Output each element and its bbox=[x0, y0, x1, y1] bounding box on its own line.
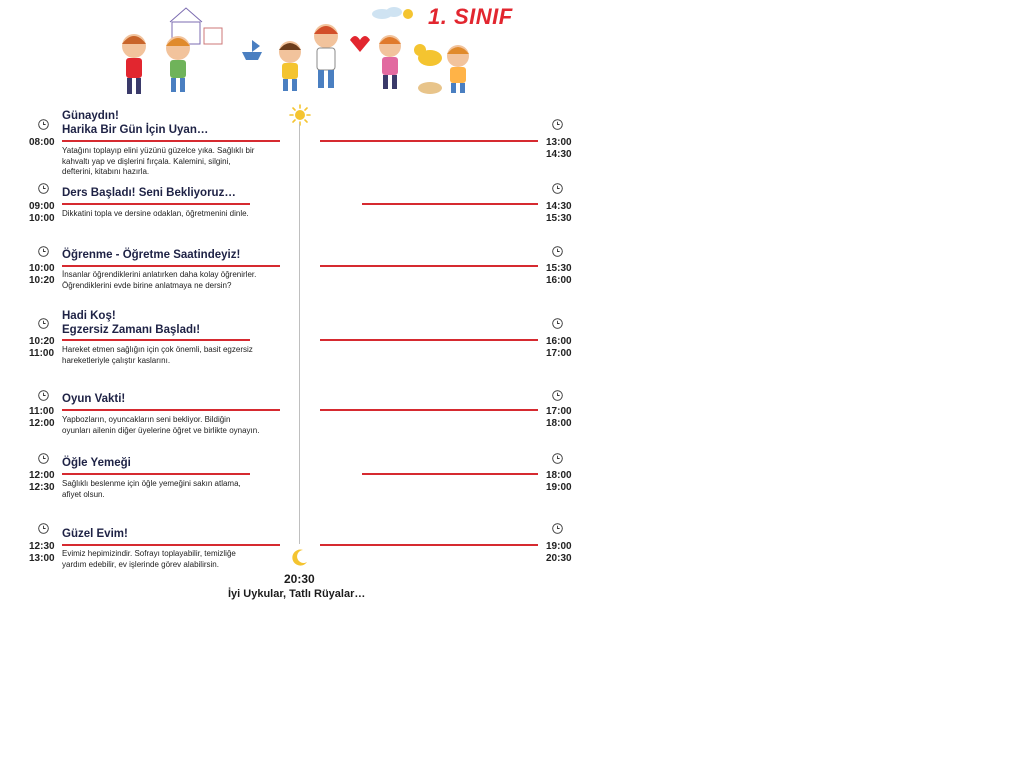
kid-figure bbox=[279, 41, 301, 91]
start-time: 10:00 bbox=[29, 263, 55, 274]
start-time: 19:00 bbox=[546, 541, 572, 552]
red-divider bbox=[62, 409, 280, 411]
start-time: 16:00 bbox=[546, 336, 572, 347]
red-divider bbox=[62, 339, 250, 341]
clock-icon bbox=[38, 246, 49, 257]
clock-icon bbox=[38, 318, 49, 329]
end-time: 20:30 bbox=[546, 553, 572, 564]
doodle-cloud bbox=[372, 7, 402, 19]
clock-icon bbox=[552, 318, 563, 329]
red-divider bbox=[62, 265, 280, 267]
moon-icon bbox=[291, 548, 309, 566]
entry-description: Evimiz hepimizindir. Sofrayı toplayabilir, temizliğe yardım edebilir, ev işlerinde görev alabilirsin. bbox=[62, 549, 236, 569]
red-divider bbox=[62, 544, 280, 546]
end-time: 19:00 bbox=[546, 482, 572, 493]
end-time: 12:30 bbox=[29, 482, 55, 493]
clock-icon bbox=[38, 119, 49, 130]
red-divider bbox=[320, 140, 538, 142]
end-time: 12:00 bbox=[29, 418, 55, 429]
entry-title: Ders Başladı! Seni Bekliyoruz… bbox=[62, 187, 236, 199]
start-time: 09:00 bbox=[29, 201, 55, 212]
entry-title: Öğrenme - Öğretme Saatindeyiz! bbox=[62, 249, 241, 261]
doodle-sun bbox=[403, 9, 413, 19]
red-divider bbox=[62, 203, 250, 205]
entry-title: Güzel Evim! bbox=[62, 528, 128, 540]
kid-figure bbox=[447, 45, 469, 93]
entry-description: Yatağını toplayıp elini yüzünü güzelce yıka. Sağlıklı bir kahvaltı yap ve dişlerini fırçala. Kalemini, silgini, defterini, kitabını hazırla. bbox=[62, 146, 255, 176]
start-time: 10:20 bbox=[29, 336, 55, 347]
red-divider bbox=[320, 265, 538, 267]
red-divider bbox=[320, 339, 538, 341]
grade-title: 1. SINIF bbox=[428, 4, 513, 29]
start-time: 17:00 bbox=[546, 406, 572, 417]
kid-figure bbox=[379, 35, 401, 89]
entry-description: Yapbozların, oyuncakların seni bekliyor. Bildiğin oyunları ailenin diğer üyelerine öğret ve birlikte oynayın. bbox=[62, 415, 260, 435]
start-time: 12:30 bbox=[29, 541, 55, 552]
red-divider bbox=[62, 473, 250, 475]
start-time: 12:00 bbox=[29, 470, 55, 481]
clock-icon bbox=[38, 523, 49, 534]
heart-doodle bbox=[350, 36, 370, 52]
end-time: 11:00 bbox=[29, 348, 55, 359]
red-divider bbox=[320, 544, 538, 546]
clock-icon bbox=[38, 390, 49, 401]
kid-figure bbox=[314, 24, 338, 88]
end-time: 15:30 bbox=[546, 213, 572, 224]
clock-icon bbox=[38, 453, 49, 464]
palette-doodle bbox=[418, 82, 442, 94]
kid-figure bbox=[166, 36, 190, 92]
good-night-message: İyi Uykular, Tatlı Rüyalar… bbox=[228, 588, 366, 600]
start-time: 18:00 bbox=[546, 470, 572, 481]
entry-description: Sağlıklı beslenme için öğle yemeğini sakın atlama, afiyet olsun. bbox=[62, 479, 241, 499]
entry-title: Hadi Koş! bbox=[62, 310, 116, 322]
sun-icon bbox=[289, 104, 311, 126]
red-divider bbox=[320, 409, 538, 411]
end-time: 17:00 bbox=[546, 348, 572, 359]
entry-title: Günaydın! bbox=[62, 110, 119, 122]
clock-icon bbox=[38, 183, 49, 194]
end-time: 13:00 bbox=[29, 553, 55, 564]
end-time: 20:30 bbox=[284, 572, 315, 586]
entry-title: Öğle Yemeği bbox=[62, 457, 131, 469]
red-divider bbox=[62, 140, 280, 142]
end-time: 10:20 bbox=[29, 275, 55, 286]
start-time: 08:00 bbox=[29, 137, 55, 148]
cat-doodle bbox=[414, 44, 442, 66]
timeline-line bbox=[299, 124, 300, 544]
clock-icon bbox=[552, 183, 563, 194]
clock-icon bbox=[552, 453, 563, 464]
end-time: 16:00 bbox=[546, 275, 572, 286]
start-time: 11:00 bbox=[29, 406, 55, 417]
entry-title: Egzersiz Zamanı Başladı! bbox=[62, 324, 201, 336]
start-time: 14:30 bbox=[546, 201, 572, 212]
entry-title: Oyun Vakti! bbox=[62, 393, 126, 405]
red-divider bbox=[362, 473, 538, 475]
entry-description: Dikkatini topla ve dersine odaklan, öğretmenini dinle. bbox=[62, 209, 249, 218]
red-divider bbox=[362, 203, 538, 205]
end-time: 14:30 bbox=[546, 149, 572, 160]
end-time: 18:00 bbox=[546, 418, 572, 429]
end-time: 10:00 bbox=[29, 213, 55, 224]
entry-description: İnsanlar öğrendiklerini anlatırken daha kolay öğrenirler. Öğrendiklerini evde birine anlatmaya ne dersin? bbox=[62, 270, 257, 290]
clock-icon bbox=[552, 119, 563, 130]
entry-description: Hareket etmen sağlığın için çok önemli, basit egzersiz hareketleriyle çalıştır kaslarını. bbox=[62, 345, 253, 365]
start-time: 13:00 bbox=[546, 137, 572, 148]
clock-icon bbox=[552, 523, 563, 534]
boat-doodle bbox=[242, 40, 262, 60]
kid-figure bbox=[122, 34, 146, 94]
clock-icon bbox=[552, 246, 563, 257]
start-time: 15:30 bbox=[546, 263, 572, 274]
entry-title: Harika Bir Gün İçin Uyan… bbox=[62, 124, 209, 136]
clock-icon bbox=[552, 390, 563, 401]
